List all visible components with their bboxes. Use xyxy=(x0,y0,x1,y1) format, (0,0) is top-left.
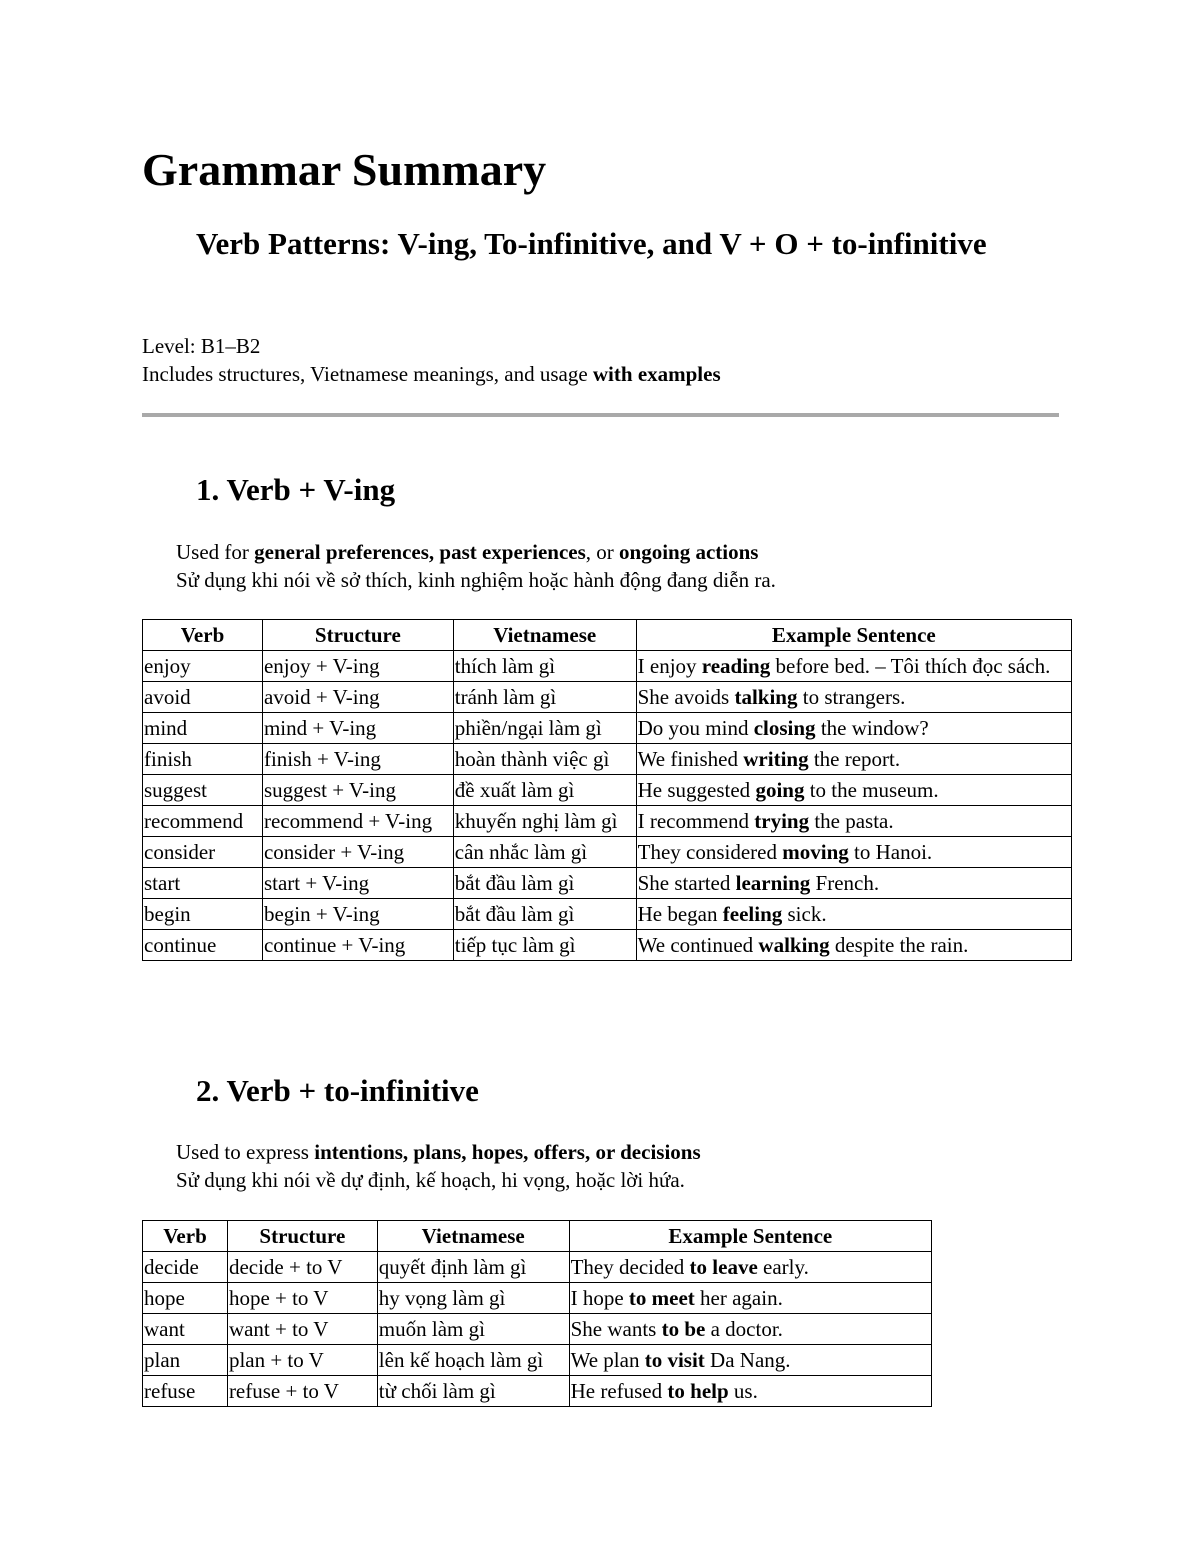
example-text: despite the rain. xyxy=(829,933,969,957)
vietnamese-cell: khuyến nghị làm gì xyxy=(453,806,636,837)
example-cell xyxy=(636,868,1071,899)
example-text: early. xyxy=(757,1255,809,1279)
example-text: to Hanoi. xyxy=(848,840,933,864)
example-highlight: closing xyxy=(753,716,816,740)
example-highlight: learning xyxy=(735,871,811,895)
table-row xyxy=(143,651,1072,682)
example-text: They decided xyxy=(570,1255,690,1279)
verb-cell: suggest xyxy=(143,775,263,806)
table-row xyxy=(143,775,1072,806)
example-text: us. xyxy=(728,1379,758,1403)
table-row xyxy=(143,1314,932,1345)
example-text: I hope xyxy=(570,1286,629,1310)
structure-cell: continue + V-ing xyxy=(262,930,453,961)
column-header-example: Example Sentence xyxy=(636,620,1071,651)
vietnamese-cell: tiếp tục làm gì xyxy=(453,930,636,961)
table-row xyxy=(143,930,1072,961)
verb-to-infinitive-table xyxy=(142,1220,932,1407)
example-highlight: to leave xyxy=(689,1255,758,1279)
vietnamese-cell: hoàn thành việc gì xyxy=(453,744,636,775)
example-text: He began xyxy=(637,902,723,926)
example-cell xyxy=(636,775,1071,806)
column-header-structure: Structure xyxy=(227,1221,377,1252)
example-highlight: reading xyxy=(701,654,771,678)
verb-cell: recommend xyxy=(143,806,263,837)
verb-cell: hope xyxy=(143,1283,228,1314)
example-text: He refused xyxy=(570,1379,668,1403)
example-text: the report. xyxy=(808,747,901,771)
vietnamese-cell: hy vọng làm gì xyxy=(377,1283,569,1314)
column-header-verb: Verb xyxy=(143,620,263,651)
example-cell xyxy=(636,837,1071,868)
structure-cell: finish + V-ing xyxy=(262,744,453,775)
usage-prefix: Used to express xyxy=(176,1140,315,1164)
example-highlight: to visit xyxy=(644,1348,705,1372)
table-row xyxy=(143,682,1072,713)
structure-cell: begin + V-ing xyxy=(262,899,453,930)
structure-cell: avoid + V-ing xyxy=(262,682,453,713)
structure-cell: enjoy + V-ing xyxy=(262,651,453,682)
section-description-verb-to-infinitive xyxy=(176,1138,701,1194)
vietnamese-cell: cân nhắc làm gì xyxy=(453,837,636,868)
includes-bold-text: with examples xyxy=(592,362,721,386)
verb-cell: plan xyxy=(143,1345,228,1376)
level-text: Level: B1–B2 xyxy=(142,334,261,358)
example-highlight: to meet xyxy=(628,1286,695,1310)
verb-cell: consider xyxy=(143,837,263,868)
example-cell xyxy=(569,1314,931,1345)
usage-vietnamese: Sử dụng khi nói về sở thích, kinh nghiệm hoặc hành động đang diễn ra. xyxy=(176,568,776,592)
example-highlight: writing xyxy=(743,747,809,771)
table-header-row xyxy=(143,1221,932,1252)
example-cell xyxy=(569,1283,931,1314)
column-header-vietnamese: Vietnamese xyxy=(377,1221,569,1252)
verb-ving-table xyxy=(142,619,1072,961)
verb-cell: mind xyxy=(143,713,263,744)
example-text: I recommend xyxy=(637,809,755,833)
example-cell xyxy=(636,682,1071,713)
example-text: sick. xyxy=(782,902,827,926)
page-title: Grammar Summary xyxy=(142,144,547,195)
example-cell xyxy=(636,651,1071,682)
vietnamese-cell: đề xuất làm gì xyxy=(453,775,636,806)
horizontal-divider xyxy=(142,413,1059,417)
structure-cell: plan + to V xyxy=(227,1345,377,1376)
table-row xyxy=(143,744,1072,775)
example-text: She avoids xyxy=(637,685,735,709)
vietnamese-cell: quyết định làm gì xyxy=(377,1252,569,1283)
column-header-vietnamese: Vietnamese xyxy=(453,620,636,651)
usage-mid: , or xyxy=(585,540,620,564)
example-text: She wants xyxy=(570,1317,662,1341)
usage-prefix: Used for xyxy=(176,540,255,564)
example-text: We continued xyxy=(637,933,759,957)
example-text: She started xyxy=(637,871,736,895)
example-text: I enjoy xyxy=(637,654,702,678)
table-row xyxy=(143,1376,932,1407)
table-row xyxy=(143,1283,932,1314)
verb-cell: decide xyxy=(143,1252,228,1283)
table-row xyxy=(143,837,1072,868)
vietnamese-cell: bắt đầu làm gì xyxy=(453,868,636,899)
vietnamese-cell: lên kế hoạch làm gì xyxy=(377,1345,569,1376)
verb-cell: finish xyxy=(143,744,263,775)
example-text: We plan xyxy=(570,1348,645,1372)
example-cell xyxy=(569,1345,931,1376)
example-text: Do you mind xyxy=(637,716,754,740)
structure-cell: hope + to V xyxy=(227,1283,377,1314)
verb-cell: continue xyxy=(143,930,263,961)
vietnamese-cell: từ chối làm gì xyxy=(377,1376,569,1407)
vietnamese-cell: muốn làm gì xyxy=(377,1314,569,1345)
example-highlight: feeling xyxy=(722,902,783,926)
structure-cell: mind + V-ing xyxy=(262,713,453,744)
example-cell xyxy=(636,899,1071,930)
table-row xyxy=(143,899,1072,930)
structure-cell: suggest + V-ing xyxy=(262,775,453,806)
usage-bold: ongoing actions xyxy=(619,540,759,564)
table-row xyxy=(143,1345,932,1376)
column-header-verb: Verb xyxy=(143,1221,228,1252)
table-row xyxy=(143,713,1072,744)
example-highlight: going xyxy=(755,778,805,802)
verb-cell: start xyxy=(143,868,263,899)
column-header-example: Example Sentence xyxy=(569,1221,931,1252)
example-highlight: talking xyxy=(734,685,798,709)
example-text: the window? xyxy=(815,716,929,740)
example-cell xyxy=(569,1252,931,1283)
example-cell xyxy=(636,713,1071,744)
verb-cell: enjoy xyxy=(143,651,263,682)
verb-cell: refuse xyxy=(143,1376,228,1407)
usage-vietnamese: Sử dụng khi nói về dự định, kế hoạch, hi vọng, hoặc lời hứa. xyxy=(176,1168,685,1192)
example-text: before bed. – Tôi thích đọc sách. xyxy=(770,654,1051,678)
example-cell xyxy=(636,930,1071,961)
example-highlight: to help xyxy=(667,1379,729,1403)
includes-text: Includes structures, Vietnamese meanings, and usage xyxy=(142,362,593,386)
vietnamese-cell: thích làm gì xyxy=(453,651,636,682)
example-text: French. xyxy=(810,871,880,895)
structure-cell: consider + V-ing xyxy=(262,837,453,868)
vietnamese-cell: tránh làm gì xyxy=(453,682,636,713)
structure-cell: want + to V xyxy=(227,1314,377,1345)
example-highlight: walking xyxy=(758,933,830,957)
structure-cell: refuse + to V xyxy=(227,1376,377,1407)
example-text: He suggested xyxy=(637,778,756,802)
table-row xyxy=(143,806,1072,837)
usage-bold: general preferences, past experiences xyxy=(254,540,586,564)
example-text: to strangers. xyxy=(797,685,906,709)
usage-english xyxy=(176,538,776,566)
usage-english xyxy=(176,1138,701,1166)
example-highlight: to be xyxy=(661,1317,706,1341)
verb-cell: begin xyxy=(143,899,263,930)
example-highlight: moving xyxy=(782,840,849,864)
document-meta xyxy=(142,332,721,388)
example-text: a doctor. xyxy=(705,1317,783,1341)
table-row xyxy=(143,868,1072,899)
example-cell xyxy=(636,744,1071,775)
section-description-verb-ving xyxy=(176,538,776,594)
usage-bold: intentions, plans, hopes, offers, or decisions xyxy=(314,1140,701,1164)
example-text: the pasta. xyxy=(809,809,894,833)
structure-cell: start + V-ing xyxy=(262,868,453,899)
example-highlight: trying xyxy=(754,809,810,833)
column-header-structure: Structure xyxy=(262,620,453,651)
example-cell xyxy=(569,1376,931,1407)
example-text: They considered xyxy=(637,840,783,864)
example-cell xyxy=(636,806,1071,837)
vietnamese-cell: bắt đầu làm gì xyxy=(453,899,636,930)
structure-cell: decide + to V xyxy=(227,1252,377,1283)
section-title-verb-to-infinitive: 2. Verb + to-infinitive xyxy=(196,1073,479,1108)
includes-line xyxy=(142,360,721,388)
example-text: to the museum. xyxy=(804,778,939,802)
table-header-row xyxy=(143,620,1072,651)
verb-cell: want xyxy=(143,1314,228,1345)
example-text: We finished xyxy=(637,747,744,771)
structure-cell: recommend + V-ing xyxy=(262,806,453,837)
page-subtitle: Verb Patterns: V-ing, To-infinitive, and V + O + to-infinitive xyxy=(196,226,987,261)
section-title-verb-ving: 1. Verb + V-ing xyxy=(196,472,396,507)
vietnamese-cell: phiền/ngại làm gì xyxy=(453,713,636,744)
table-row xyxy=(143,1252,932,1283)
example-text: Da Nang. xyxy=(704,1348,791,1372)
verb-cell: avoid xyxy=(143,682,263,713)
example-text: her again. xyxy=(694,1286,783,1310)
